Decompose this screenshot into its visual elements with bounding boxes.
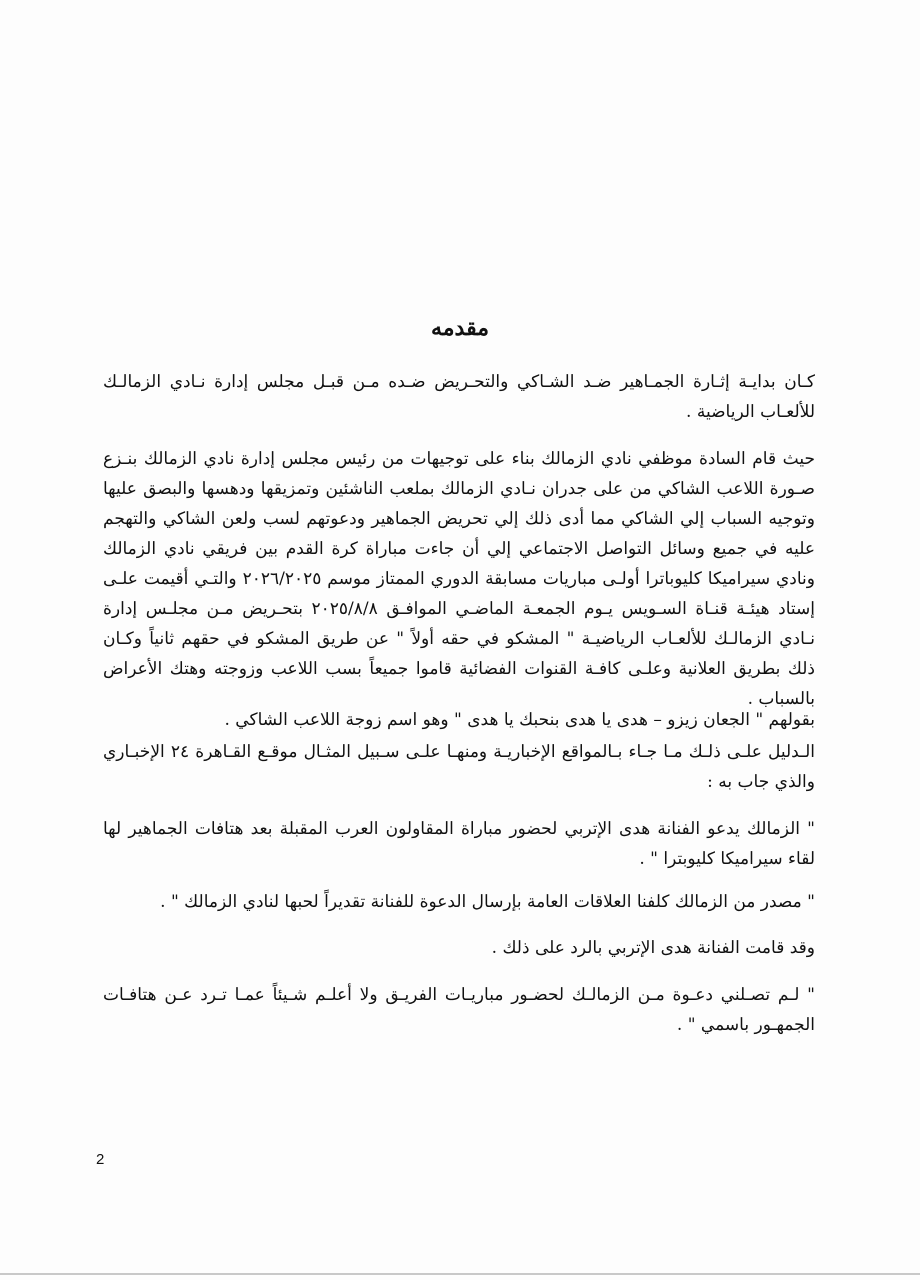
paragraph-incident: حيث قام السادة موظفي نادي الزمالك بناء على توجيهات من رئيس مجلس إدارة نادي الزمالك بنـزع صـورة اللاعب الشاكي من على جدران نـادي الزمالك بملعب الناشئين وتمزيقها ودهسها والبصق عليها وتوجيه السباب إلي الشاكي مما أدى ذلك إلي تحريض الجماهير ودعوتهم لسب ولعن الشاكي والتهجم عليه في جميع وسائل التواصل الاجتماعي إلي أن جاءت مباراة كرة القدم بين فريقي نادي الزمالك ونادي سيراميكا كليوباترا أولـى مباريات مسابقة الدوري الممتاز موسم ٢٠٢٦/٢٠٢٥ والتـي أقيمت علـى إستاد هيئـة قنـاة السـويس يـوم الجمعـة الماضـي الموافـق ٢٠٢٥/٨/٨ بتحـريض مـن مجلـس إدارة نـادي الزمالـك للألعـاب الرياضيـة " المشكو في حقه أولاً " عن طريق المشكو في حقهم ثانياً وكـان ذلك بطريق العلانية وعلـى كافـة القنوات الفضائية قاموا جميعاً بسب اللاعب وزوجته وهتك الأعراض بالسباب . bbox=[103, 449, 815, 709]
paragraph-chant: بقولهم " الجعان زيزو – هدى يا هدى بنحبك يا هدى " وهو اسم زوجة اللاعب الشاكي . bbox=[224, 710, 815, 730]
paragraph-intro: كـان بدايـة إثـارة الجمـاهير ضـد الشـاكي والتحـريض ضـده مـن قبـل مجلس إدارة نـادي الزمالـك للألعـاب الرياضية . bbox=[103, 372, 815, 422]
paragraph-response-intro: وقد قامت الفنانة هدى الإتربي بالرد على ذلك . bbox=[491, 938, 815, 958]
paragraph-quote-response: " لـم تصـلني دعـوة مـن الزمالـك لحضـور مباريـات الفريـق ولا أعلـم شـيئاً عمـا تـرد عـن هتافـات الجمهـور باسمي " . bbox=[103, 985, 815, 1035]
paragraph-quote-source: " مصدر من الزمالك كلفنا العلاقات العامة بإرسال الدعوة للفنانة تقديراً لحبها لنادي الزمالك " . bbox=[160, 892, 815, 912]
paragraph-evidence: الـدليل علـى ذلـك مـا جـاء بـالمواقع الإخباريـة ومنهـا علـى سـبيل المثـال موقـع القـاهرة ٢٤ الإخبـاري والذي جاب به : bbox=[103, 742, 815, 792]
page-number: 2 bbox=[96, 1151, 105, 1168]
paragraph-quote-invitation: " الزمالك يدعو الفنانة هدى الإتربي لحضور مباراة المقاولون العرب المقبلة بعد هتافات الجماهير لها لقاء سيراميكا كليوبترا " . bbox=[103, 819, 815, 869]
page-bottom-edge bbox=[0, 1273, 920, 1275]
page-title: مقدمه bbox=[430, 315, 490, 341]
